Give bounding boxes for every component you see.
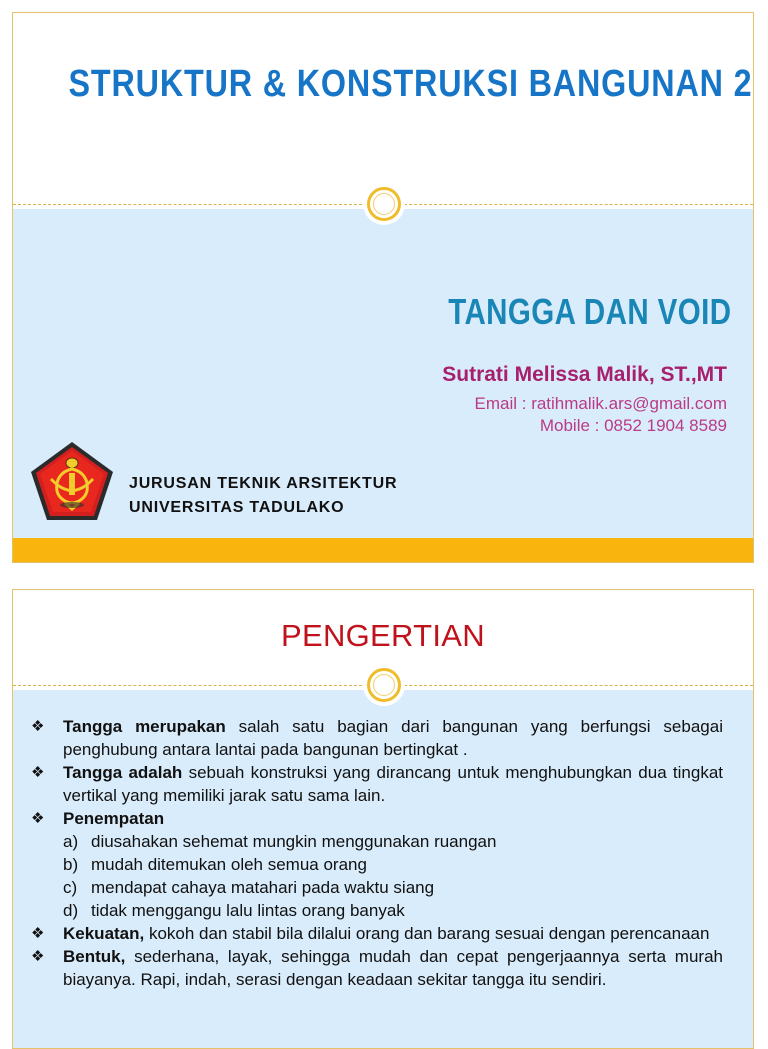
bullet-item bbox=[31, 761, 723, 807]
bullet-term: Kekuatan, bbox=[63, 924, 145, 943]
author-mobile: Mobile : 0852 1904 8589 bbox=[539, 416, 727, 435]
bullet-term: Penempatan bbox=[63, 809, 165, 828]
bullet-term: Bentuk, bbox=[63, 947, 126, 966]
diamond-bullet-icon: ❖ bbox=[31, 948, 45, 965]
item-label: a) bbox=[63, 832, 79, 851]
department-name: JURUSAN TEKNIK ARSITEKTUR bbox=[129, 475, 398, 492]
item-label: b) bbox=[63, 855, 79, 874]
item-text: mudah ditemukan oleh semua orang bbox=[91, 855, 367, 874]
bullet-item bbox=[31, 922, 723, 945]
bullet-text: kokoh dan stabil bila dilalui orang dan barang sesuai dengan perencanaan bbox=[144, 924, 710, 943]
placement-item bbox=[31, 899, 723, 922]
bullet-text: sederhana, layak, sehingga mudah dan cepat pengerjaannya serta murah biayanya. Rapi, indah, serasi dengan keadaan sekitar tangga itu sendiri. bbox=[63, 947, 723, 989]
definition-list bbox=[31, 715, 723, 991]
bullet-item bbox=[31, 945, 723, 991]
author-name: Sutrati Melissa Malik, ST.,MT bbox=[442, 363, 727, 386]
author-email: Email : ratihmalik.ars@gmail.com bbox=[474, 394, 727, 413]
item-text: mendapat cahaya matahari pada waktu siang bbox=[91, 878, 435, 897]
placement-item bbox=[31, 830, 723, 853]
slide-subtitle: TANGGA DAN VOID bbox=[447, 291, 731, 332]
university-crest-icon bbox=[29, 439, 115, 523]
bullet-item bbox=[31, 807, 723, 830]
item-text: tidak menggangu lalu lintas orang banyak bbox=[91, 901, 405, 920]
placement-item bbox=[31, 876, 723, 899]
diamond-bullet-icon: ❖ bbox=[31, 925, 45, 942]
ring-ornament-icon bbox=[367, 668, 401, 702]
placement-item bbox=[31, 853, 723, 876]
diamond-bullet-icon: ❖ bbox=[31, 810, 45, 827]
bullet-text: salah satu bagian dari bangunan yang berfungsi sebagai penghubung antara lantai pada bangunan bertingkat . bbox=[63, 717, 723, 759]
diamond-bullet-icon: ❖ bbox=[31, 764, 45, 781]
item-label: d) bbox=[63, 901, 79, 920]
item-label: c) bbox=[63, 878, 78, 897]
section-title: PENGERTIAN bbox=[281, 618, 485, 653]
bullet-text: sebuah konstruksi yang dirancang untuk menghubungkan dua tingkat vertikal yang memiliki jarak satu sama lain. bbox=[63, 763, 723, 805]
university-name: UNIVERSITAS TADULAKO bbox=[129, 499, 345, 516]
diamond-bullet-icon: ❖ bbox=[31, 718, 45, 735]
bullet-term: Tangga adalah bbox=[63, 763, 183, 782]
course-title: STRUKTUR & KONSTRUKSI BANGUNAN 2 bbox=[68, 63, 753, 105]
ring-ornament-icon bbox=[367, 187, 401, 221]
accent-bar bbox=[13, 538, 753, 562]
item-text: diusahakan sehemat mungkin menggunakan ruangan bbox=[91, 832, 497, 851]
bullet-item bbox=[31, 715, 723, 761]
title-slide bbox=[12, 12, 754, 563]
content-slide bbox=[12, 589, 754, 1049]
bullet-term: Tangga merupakan bbox=[63, 717, 226, 736]
